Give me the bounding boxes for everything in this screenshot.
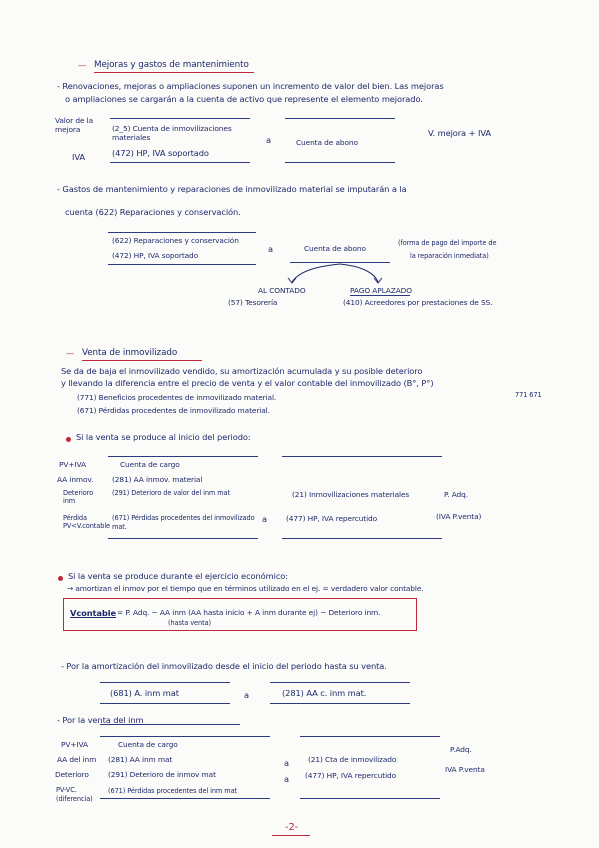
a-connector: a <box>244 690 249 700</box>
entry-line <box>100 736 270 737</box>
entry-472: (472) HP, IVA soportado <box>112 251 199 260</box>
para-gastos-1: - Gastos de mantenimiento y reparaciones de inmovilizado material se imputarán a la <box>57 184 407 194</box>
note-forma-pago-1: (forma de pago del importe de <box>398 239 497 247</box>
item-671: (671) Pérdidas procedentes de inmovilizado material. <box>77 406 270 415</box>
label-valor-mejora: Valor de la mejora <box>55 116 94 134</box>
cr-inmov-materiales: (21) Inmovilizaciones materiales <box>292 490 410 499</box>
label-deterioro-2: Deterioro <box>55 770 89 779</box>
para-venta-1: Se da de baja el inmovilizado vendido, su amortización acumulada y su posible deterioro <box>61 366 423 376</box>
label-iva: IVA <box>72 152 85 162</box>
label-al-contado: AL CONTADO <box>258 286 306 295</box>
cr-477-2: (477) HP, IVA repercutido <box>305 771 397 780</box>
formula-hasta-venta: (hasta venta) <box>168 619 211 627</box>
entry-cuenta-cargo-2: Cuenta de cargo <box>118 740 178 749</box>
label-pv-iva: PV+IVA <box>59 460 86 469</box>
entry-cuenta-cargo: Cuenta de cargo <box>120 460 180 469</box>
a-connector: a <box>262 514 267 524</box>
acc-tesoreria: (57) Tesorería <box>228 298 278 307</box>
item-771: (771) Beneficios procedentes de inmovilizado material. <box>77 393 277 402</box>
label-pv-vc: PV-VC. (diferencia) <box>56 786 93 803</box>
entry-line <box>108 456 258 457</box>
entry-line <box>100 798 270 799</box>
cr-padq-note: P. Adq. <box>444 490 468 499</box>
a-connector: a <box>284 774 289 784</box>
entry-line <box>282 538 442 539</box>
entry-line <box>100 682 230 683</box>
cr-iva-pventa-note-2: IVA P.venta <box>445 765 485 774</box>
entry-cuenta-abono: Cuenta de abono <box>296 138 358 147</box>
venta-dash: — <box>66 348 75 358</box>
label-aa-inm: AA del inm <box>57 755 97 764</box>
title-underline <box>82 360 202 361</box>
entry-line <box>100 703 230 704</box>
entry-line <box>300 798 440 799</box>
formula-rhs: = P. Adq. − AA inm (AA hasta inicio + A inm durante ej) − Deterioro inm. <box>117 608 381 617</box>
entry-inmov-material: (2_5) Cuenta de inmovilizaciones materiales <box>112 124 232 142</box>
entry-line <box>270 703 410 704</box>
label-pago-aplazado: PAGO APLAZADO <box>350 286 412 295</box>
entry-291: (291) Deterioro de valor del inm mat <box>112 489 230 497</box>
note-forma-pago-2: la reparación inmediata) <box>410 252 489 260</box>
entry-671-2: (671) Pérdidas procedentes del inm mat <box>108 787 238 795</box>
para-venta-2: y llevando la diferencia entre el precio de venta y el valor contable del inmovilizado (B°, P°) <box>61 378 434 388</box>
entry-line <box>100 724 240 725</box>
bullet-inicio-periodo: Si la venta se produce al inicio del periodo: <box>76 432 251 442</box>
entry-281: (281) AA inmov. material <box>112 475 203 484</box>
entry-681: (681) A. inm mat <box>110 688 179 698</box>
section-title-venta: Venta de inmovilizado <box>82 348 178 358</box>
entry-hp-iva-soportado: (472) HP, IVA soportado <box>112 148 209 158</box>
entry-671: (671) Pérdidas procedentes del inmovilizado mat. <box>112 514 255 531</box>
para-amortizacion-hasta-venta: - Por la amortización del inmovilizado desde el inicio del periodo hasta su venta. <box>61 661 387 671</box>
line-amortizan: → amortizan el inmov por el tiempo que en términos utilizado en el ej. = verdadero valor contable. <box>67 584 424 593</box>
entry-281-2: (281) AA inm mat <box>108 755 173 764</box>
bp-subscripts: 771 671 <box>515 391 542 399</box>
para-mejoras-2: o ampliaciones se cargarán a la cuenta de activo que represente el elemento mejorado. <box>65 94 423 104</box>
label-perdida: Pérdida PV<V.contable <box>63 514 111 530</box>
cr-iva-pventa-note: (IVA P.venta) <box>436 512 482 521</box>
entry-line <box>270 682 410 683</box>
para-por-venta: - Por la venta del inm <box>57 715 144 725</box>
a-connector: a <box>284 758 289 768</box>
entry-line <box>108 538 258 539</box>
bullet-dot <box>58 576 63 581</box>
entry-291-2: (291) Deterioro de inmov mat <box>108 770 216 779</box>
entry-281-cr: (281) AA c. inm mat. <box>282 688 367 698</box>
entry-622: (622) Reparaciones y conservación <box>112 236 239 245</box>
underline <box>350 295 410 296</box>
para-mejoras-1: - Renovaciones, mejoras o ampliaciones suponen un incremento de valor del bien. Las mejoras <box>57 81 444 91</box>
label-pv-iva-2: PV+IVA <box>61 740 88 749</box>
para-gastos-2: cuenta (622) Reparaciones y conservación. <box>65 207 241 217</box>
bullet-dot <box>66 437 71 442</box>
note-mejora-iva: V. mejora + IVA <box>428 128 491 138</box>
page-number: -2- <box>285 822 299 833</box>
bullet-durante-ejercicio: Si la venta se produce durante el ejercicio económico: <box>68 571 288 581</box>
a-connector: a <box>268 244 273 254</box>
entry-line <box>300 736 440 737</box>
formula-vcontable: Vcontable <box>70 608 117 618</box>
section-title-mejoras: Mejoras y gastos de mantenimiento <box>94 60 249 70</box>
a-connector: a <box>266 135 271 145</box>
entry-line <box>282 456 442 457</box>
mejoras-dash: — <box>78 60 87 70</box>
entry-cuenta-abono-2: Cuenta de abono <box>304 244 366 253</box>
cr-477: (477) HP, IVA repercutido <box>286 514 378 523</box>
label-aa-inmov: AA inmov. <box>57 475 94 484</box>
cr-padq-note-2: P.Adq. <box>450 745 472 754</box>
acc-acreedores: (410) Acreedores por prestaciones de SS. <box>343 298 493 307</box>
cr-cta-inmov: (21) Cta de inmovilizado <box>308 755 397 764</box>
page-number-underline <box>272 835 310 836</box>
label-deterioro: Deterioro inm <box>63 489 94 505</box>
